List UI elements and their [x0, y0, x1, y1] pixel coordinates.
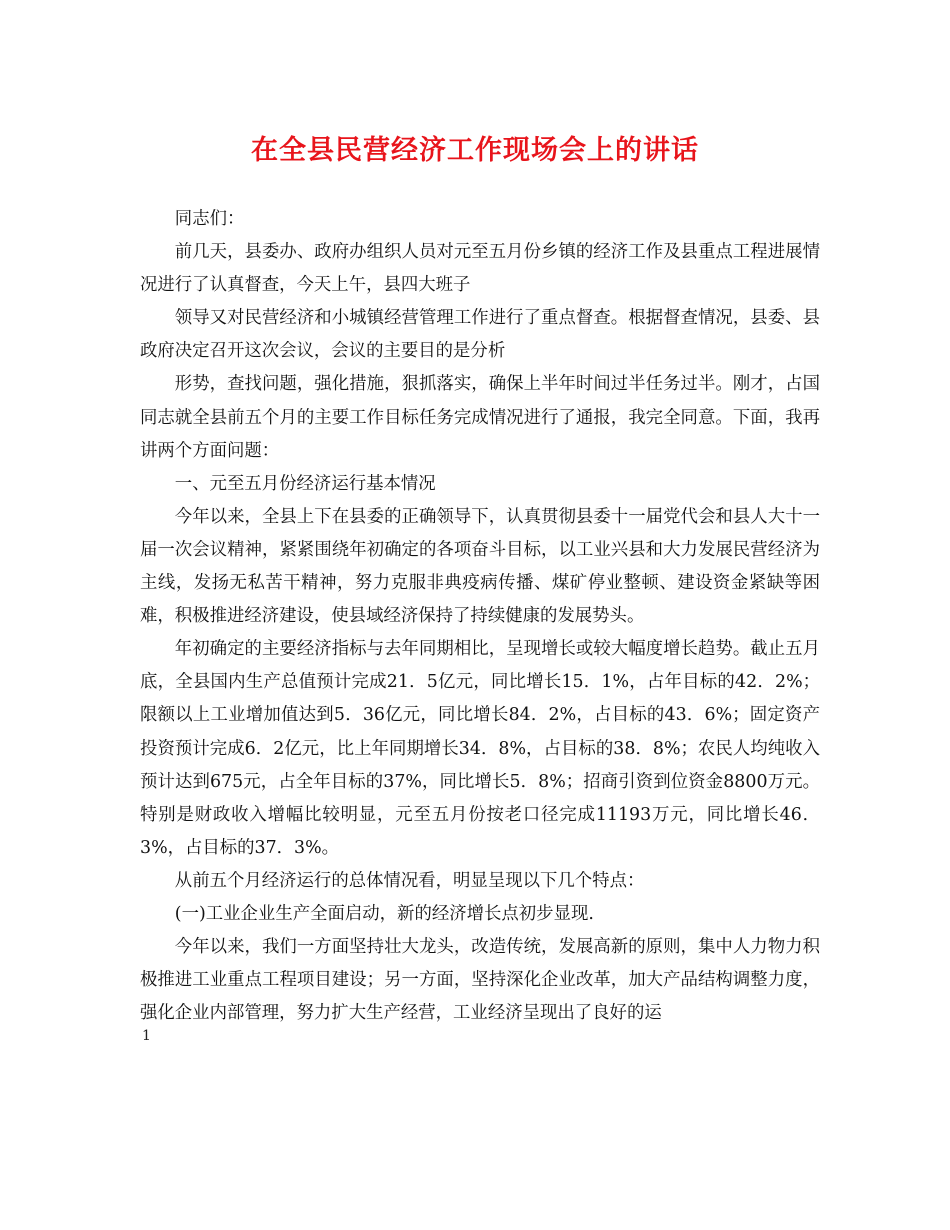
subsection-heading: (一)工业企业生产全面启动，新的经济增长点初步显现.	[174, 903, 594, 924]
paragraph-salutation: 同志们：	[174, 209, 245, 229]
document-body	[140, 203, 820, 1030]
paragraph: 年初确定的主要经济指标与去年同期相比，呈现增长或较大幅度增长趋势。截止五月底，全县国内生产总值预计完成21．5亿元，同比增长15．1%，占年目标的42．2%；限额以上工业增加值达到5．36亿元，同比增长84．2%，占目标的43．6%；固定资产投资预计完成6．2亿元，比上年同期增长34．8%，占目标的38．8%；农民人均纯收入预计达到675元，占全年目标的37%，同比增长5．8%；招商引资到位资金8800万元。特别是财政收入增幅比较明显，元至五月份按老口径完成11193万元，同比增长46．3%，占目标的37．3%。	[140, 639, 820, 858]
document-title: 在全县民营经济工作现场会上的讲话	[251, 135, 699, 166]
paragraph: 前几天，县委办、政府办组织人员对元至五月份乡镇的经济工作及县重点工程进展情况进行了认真督查，今天上午，县四大班子	[140, 242, 820, 296]
section-heading: 一、元至五月份经济运行基本情况	[174, 473, 436, 494]
paragraph: 领导又对民营经济和小城镇经营管理工作进行了重点督查。根据督查情况，县委、县政府决定召开这次会议，会议的主要目的是分析	[140, 308, 820, 362]
paragraph: 今年以来，全县上下在县委的正确领导下，认真贯彻县委十一届党代会和县人大十一届一次会议精神，紧紧围绕年初确定的各项奋斗目标，以工业兴县和大力发展民营经济为主线，发扬无私苦干精神，努力克服非典疫病传播、煤矿停业整顿、建设资金紧缺等困难，积极推进经济建设，使县域经济保持了持续健康的发展势头。	[140, 506, 820, 627]
paragraph: 今年以来，我们一方面坚持壮大龙头，改造传统，发展高新的原则，集中人力物力积极推进工业重点工程项目建设；另一方面，坚持深化企业改革，加大产品结构调整力度，强化企业内部管理，努力扩大生产经营，工业经济呈现出了良好的运	[140, 937, 820, 1024]
page-number: 1	[142, 1028, 151, 1044]
paragraph: 形势，查找问题，强化措施，狠抓落实，确保上半年时间过半任务过半。刚才，占国同志就全县前五个月的主要工作目标任务完成情况进行了通报，我完全同意。下面，我再讲两个方面问题：	[140, 374, 820, 461]
paragraph: 从前五个月经济运行的总体情况看，明显呈现以下几个特点：	[174, 870, 645, 891]
